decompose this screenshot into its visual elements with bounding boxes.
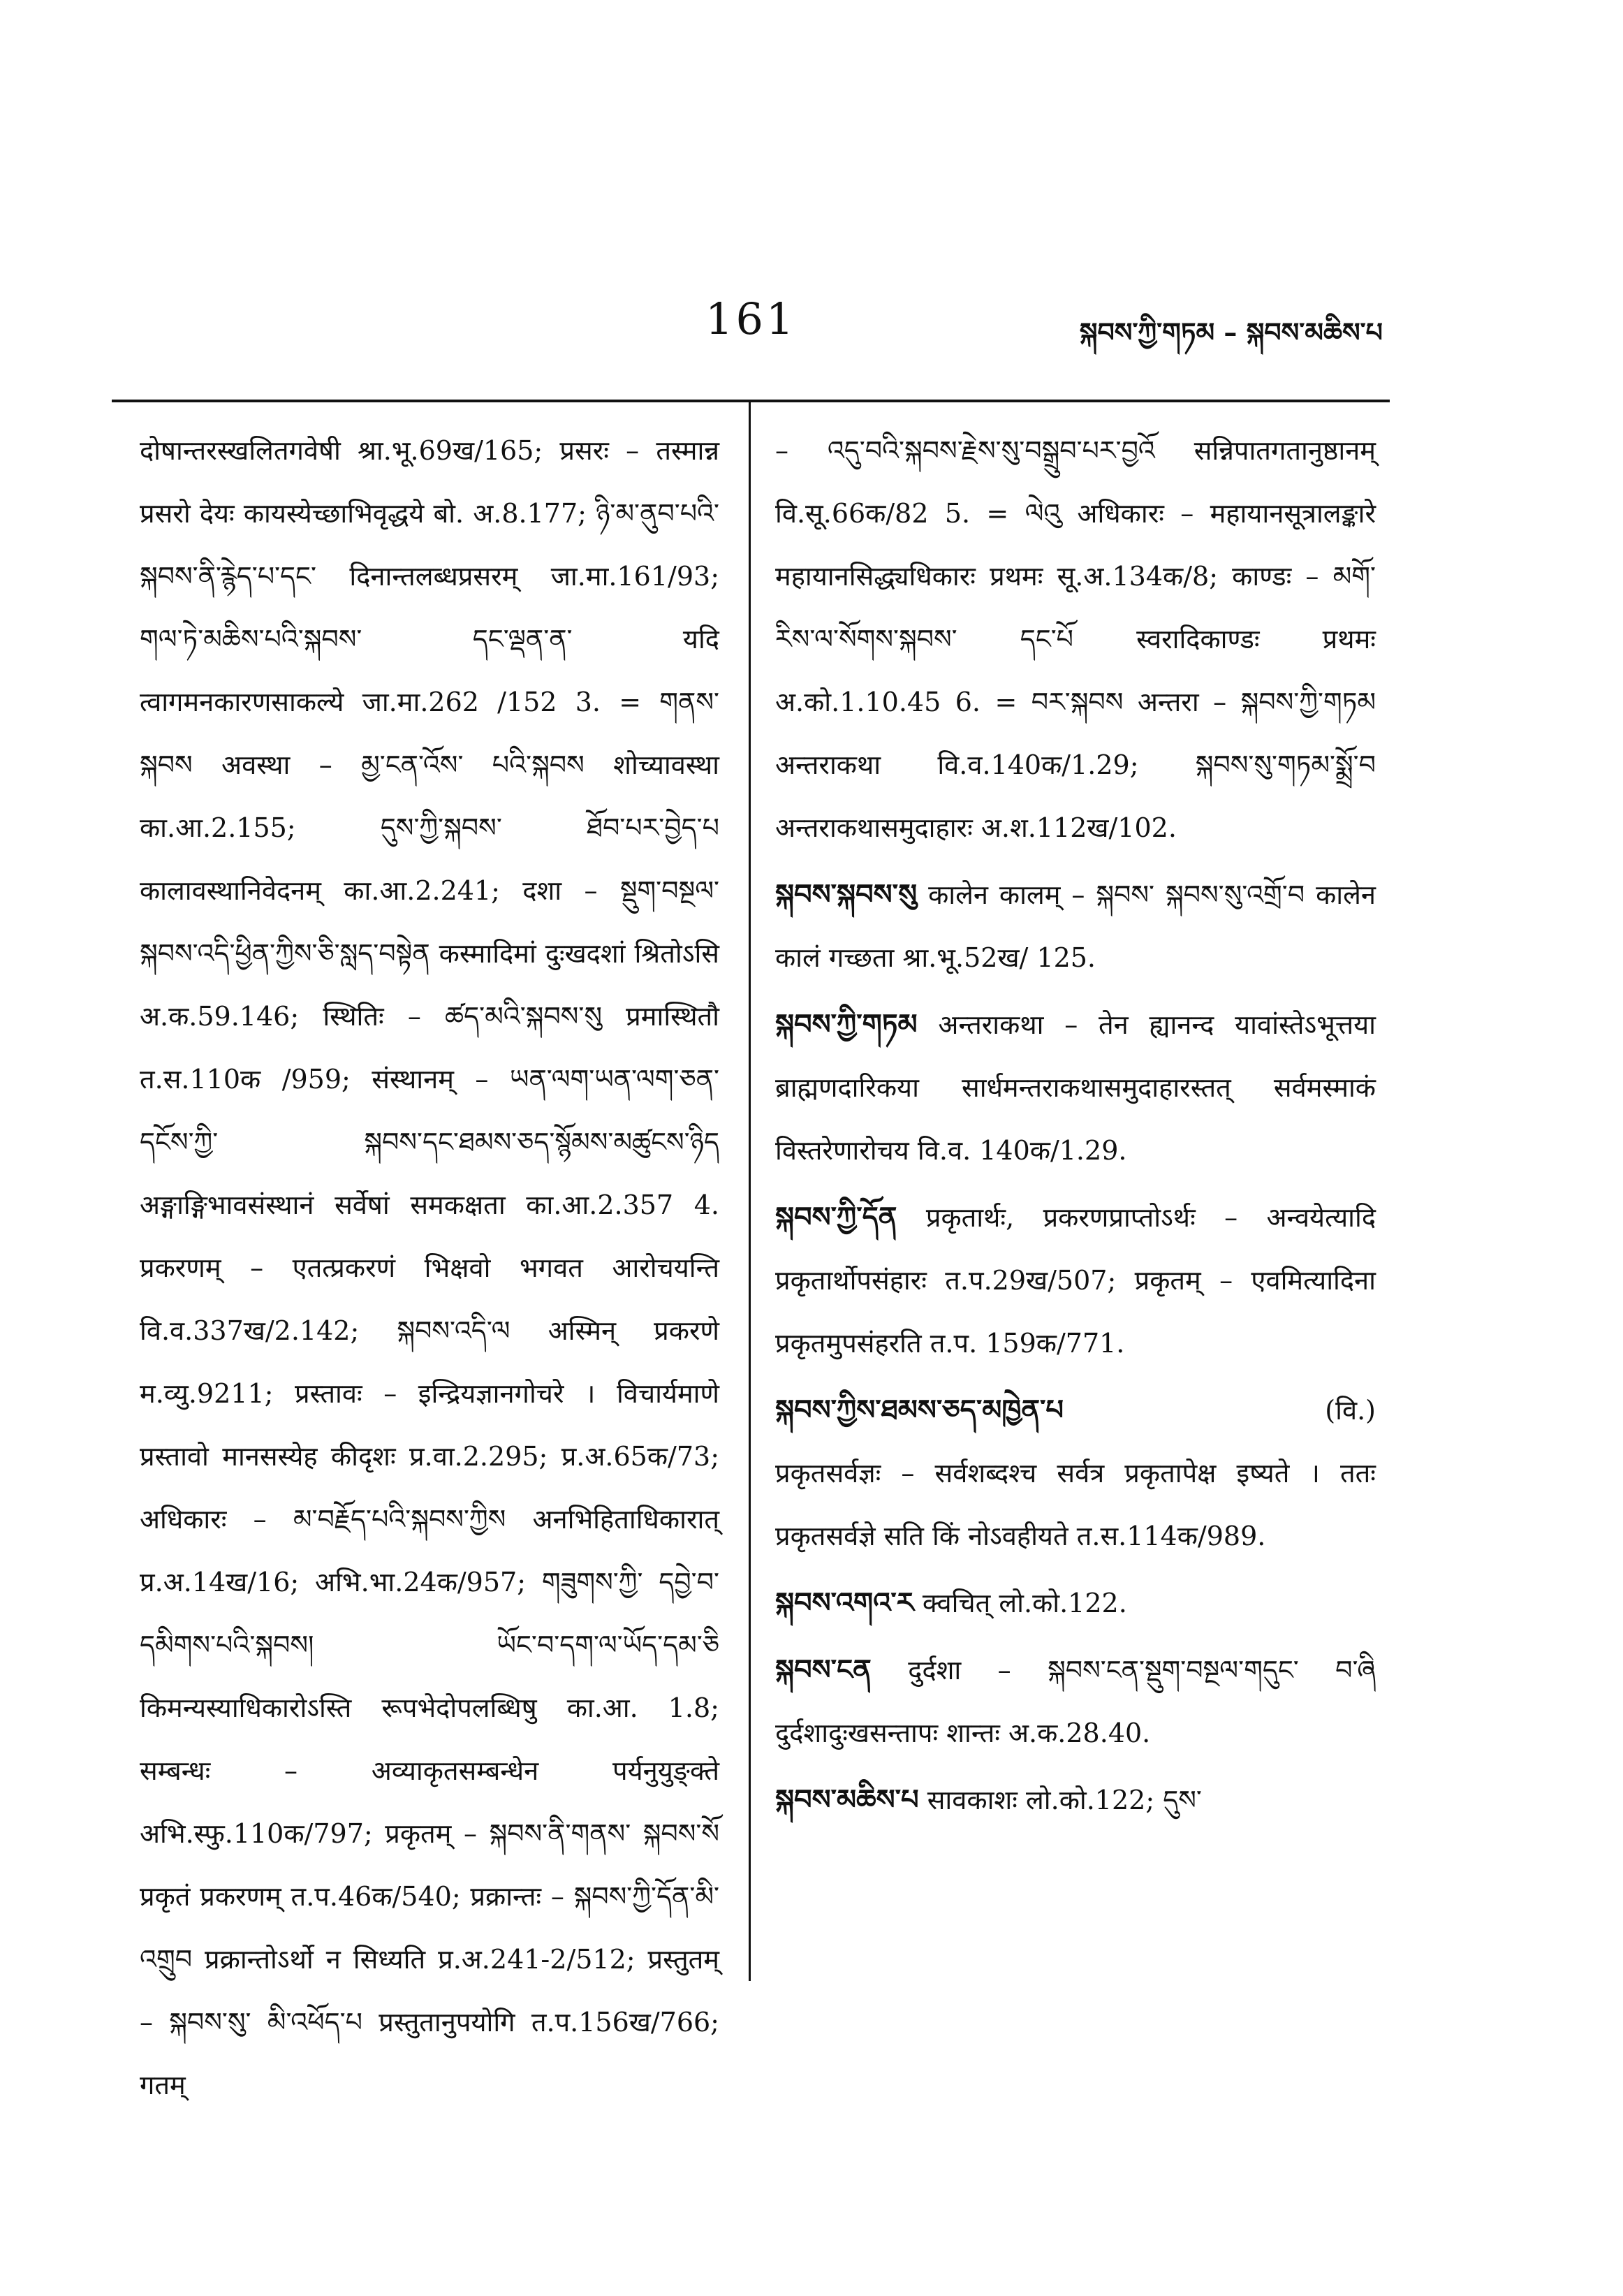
header-rule	[112, 400, 1390, 402]
continued-entry: – འདུ་བའི་སྐབས་རྗེས་སུ་བསྒྲུབ་པར་བྱའོ सन्निपातगतानुष्ठानम् वि.सू.66क/82 5. = ལེའུ अधिकारः – महायानसूत्रालङ्कारे महायानसिद्ध्यधिकारः प्रथमः सू.अ.134क/8; काण्डः – མགོ་རིས་ལ་སོགས་སྐབས་ དང་པོ स्वरादिकाण्डः प्रथमः अ.को.1.10.45 6. = བར་སྐབས अन्तरा – སྐབས་ཀྱི་གཏམ अन्तराकथा वि.व.140क/1.29; སྐབས་སུ་གཏམ་སྨྲོ་བ अन्तराकथासमुदाहारः अ.श.112ख/102.	[775, 435, 1376, 843]
entry-text: दुर्दशा – སྐབས་ངན་སྡུག་བསྔལ་གདུང་ བ་ཞི दुर्दशादुःखसन्तापः शान्तः अ.क.28.40.	[775, 1655, 1376, 1748]
dictionary-entry	[775, 1379, 1376, 1567]
dictionary-entry	[775, 1639, 1376, 1764]
dictionary-entry	[775, 1769, 1376, 1831]
entry-text: कालेन कालम् – སྐབས་ སྐབས་སུ་འགྲོ་བ कालेन कालं गच्छता श्रा.भू.52ख/ 125.	[775, 879, 1376, 973]
dictionary-entry	[775, 1186, 1376, 1375]
entry-text: प्रकृतार्थः, प्रकरणप्राप्तोऽर्थः – अन्वयेत्यादि प्रकृतार्थोपसंहारः त.प.29ख/507; प्रकृतम् – एवमित्यादिना प्रकृतमुपसंहरति त.प. 159क/771.	[775, 1202, 1376, 1359]
entry-text: सावकाशः लो.को.122; དུས་	[927, 1785, 1202, 1815]
entry-headword: སྐབས་ཀྱི་དོན	[775, 1201, 897, 1234]
left-column	[140, 419, 719, 2116]
entry-text: प्रकृतसर्वज्ञः – सर्वशब्दश्च सर्वत्र प्रकृतापेक्ष इष्यते । ततः प्रकृतसर्वज्ञे सति किं नोऽवहीयते त.स.114क/989.	[775, 1458, 1376, 1551]
entry-headword: སྐབས་ཀྱི་གཏམ	[775, 1008, 918, 1041]
entry-headword: སྐབས་མཆིས་པ	[775, 1783, 919, 1816]
running-head: སྐབས་ཀྱི་གཏམ – སྐབས་མཆིས་པ	[1079, 316, 1383, 348]
page-header	[112, 293, 1383, 370]
dictionary-entry	[775, 863, 1376, 989]
entry-headword: སྐབས་འགའ་ར	[775, 1586, 914, 1619]
dictionary-entry	[775, 1572, 1376, 1635]
page-number: 161	[705, 293, 797, 344]
dictionary-entry	[775, 993, 1376, 1182]
left-column-text: दोषान्तरस्खलितगवेषी श्रा.भू.69ख/165; प्रसरः – तस्मान्न प्रसरो देयः कायस्येच्छाभिवृद्धये बो. अ.8.177; ཉི་མ་ནུབ་པའི་སྐབས་ནི་རྙེད་པ་དང་ दिनान्तलब्धप्रसरम् जा.मा.161/93; གལ་ཏེ་མཆིས་པའི་སྐབས་ དང་ལྡན་ན་ यदि त्वागमनकारणसाकल्ये जा.मा.262 /152 3. = གནས་སྐབས अवस्था – མྱ་ངན་འོས་ པའི་སྐབས शोच्यावस्था का.आ.2.155; དུས་ཀྱི་སྐབས་ ཐོབ་པར་བྱེད་པ कालावस्थानिवेदनम् का.आ.2.241; दशा – སྡུག་བསྔལ་སྐབས་འདི་ཕྱིན་ཀྱིས་ཅི་སླད་བསྟེན कस्मादिमां दुःखदशां श्रितोऽसि अ.क.59.146; स्थितिः – ཚད་མའི་སྐབས་སུ प्रमास्थितौ त.स.110क /959; संस्थानम् – ཡན་ལག་ཡན་ལག་ཅན་དངོས་ཀྱི་ སྐབས་དང་ཐམས་ཅད་སྙོམས་མཚུངས་ཉིད अङ्गाङ्गिभावसंस्थानं सर्वेषां समकक्षता का.आ.2.357 4. प्रकरणम् – एतत्प्रकरणं भिक्षवो भगवत आरोचयन्ति वि.व.337ख/2.142; སྐབས་འདི་ལ अस्मिन् प्रकरणे म.व्यु.9211; प्रस्तावः – इन्द्रियज्ञानगोचरे । विचार्यमाणे प्रस्तावो मानसस्येह कीदृशः प्र.वा.2.295; प्र.अ.65क/73; अधिकारः – མ་བརྗོད་པའི་སྐབས་ཀྱིས अनभिहिताधिकारात् प्र.अ.14ख/16; अभि.भा.24क/957; གཟུགས་ཀྱི་ དབྱེ་བ་དམིགས་པའི་སྐབས། ཡོང་བ་དག་ལ་ཡོད་དམ་ཅི किमन्यस्याधिकारोऽस्ति रूपभेदोपलब्धिषु का.आ. 1.8; सम्बन्धः – अव्याकृतसम्बन्धेन पर्यनुयुङ्क्ते अभि.स्फु.110क/797; प्रकृतम् – སྐབས་ནི་གནས་ སྐབས་སོ प्रकृतं प्रकरणम् त.प.46क/540; प्रक्रान्तः – སྐབས་ཀྱི་དོན་མི་འགྲུབ प्रक्रान्तोऽर्थो न सिध्यति प्र.अ.241-2/512; प्रस्तुतम् – སྐབས་སུ་ མི་འཕོད་པ प्रस्तुतानुपयोगि त.प.156ख/766; गतम्	[140, 435, 719, 2100]
entry-headword: སྐབས་ངན	[775, 1653, 872, 1686]
entry-headword: སྐབས་ཀྱིས་ཐམས་ཅད་མཁྱེན་པ	[775, 1394, 1064, 1426]
column-divider	[749, 402, 751, 1981]
entry-headword: སྐབས་སྐབས་སུ	[775, 878, 918, 911]
entry-text: अन्तराकथा – तेन ह्यानन्द यावांस्तेऽभूत्तया ब्राह्मणदारिकया सार्धमन्तराकथासमुदाहारस्तत् सर्वमस्माकं विस्तरेणारोचय वि.व. 140क/1.29.	[775, 1009, 1376, 1166]
right-column	[775, 419, 1376, 1836]
entry-text: क्वचित् लो.को.122.	[922, 1588, 1127, 1618]
grammar-label: (वि.)	[1325, 1395, 1376, 1426]
